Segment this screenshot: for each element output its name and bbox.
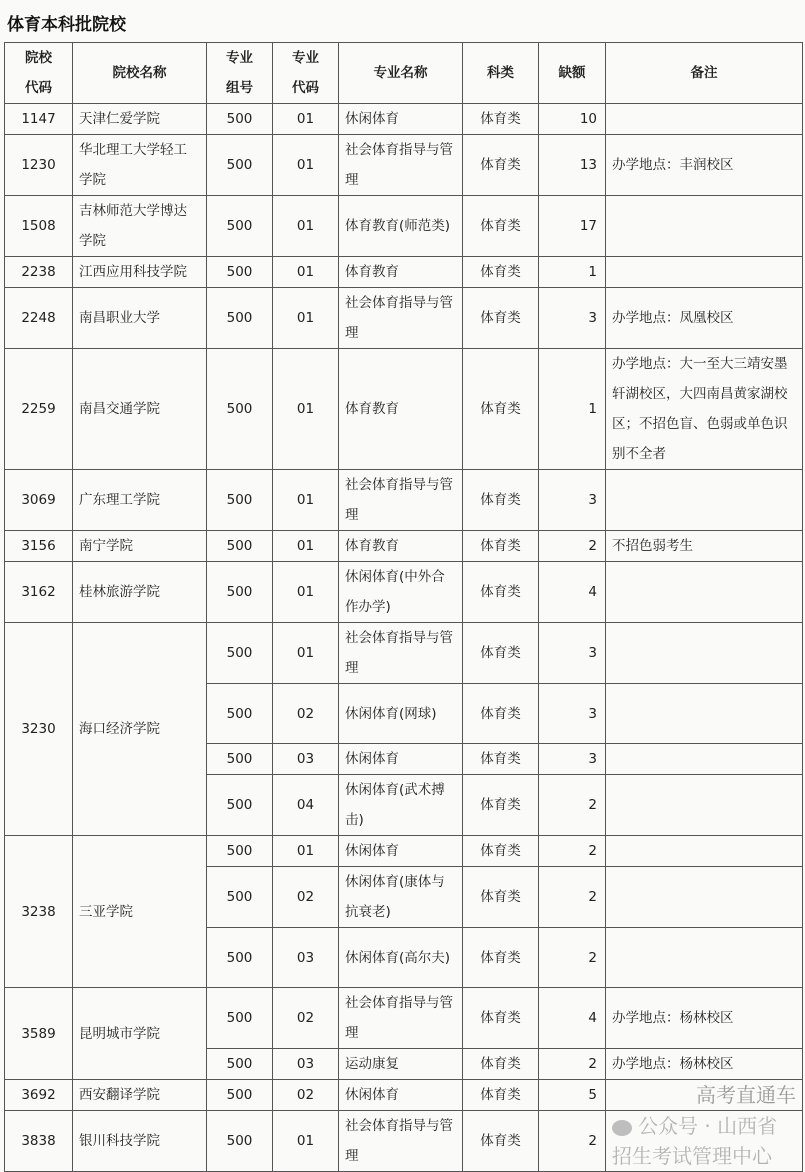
category: 体育类 [463, 775, 539, 836]
table-row [5, 196, 803, 257]
page-title: 体育本科批院校 [7, 15, 126, 35]
school-code: 3162 [5, 562, 73, 623]
major-code: 01 [273, 836, 339, 867]
vacancy: 2 [539, 1049, 606, 1080]
note [606, 257, 803, 288]
vacancy: 4 [539, 988, 606, 1049]
major-code: 02 [273, 1080, 339, 1111]
table-row [5, 562, 803, 623]
note: 办学地点：杨林校区 [606, 1049, 803, 1080]
note [606, 928, 803, 988]
group-number: 500 [207, 1049, 273, 1080]
school-name: 华北理工大学轻工学院 [73, 135, 207, 196]
vacancy: 2 [539, 775, 606, 836]
vacancy: 5 [539, 1080, 606, 1111]
major-name: 体育教育(师范类) [339, 196, 463, 257]
major-name: 休闲体育(高尔夫) [339, 928, 463, 988]
major-code: 01 [273, 135, 339, 196]
col-school-code-header: 院校代码 [5, 43, 73, 104]
note [606, 104, 803, 135]
major-code: 01 [273, 349, 339, 470]
vacancy: 3 [539, 470, 606, 531]
note [606, 684, 803, 744]
major-code: 01 [273, 531, 339, 562]
table-header-row [5, 43, 803, 104]
table-row [5, 135, 803, 196]
group-number: 500 [207, 684, 273, 744]
group-number: 500 [207, 135, 273, 196]
major-name: 社会体育指导与管理 [339, 1111, 463, 1172]
major-name: 运动康复 [339, 1049, 463, 1080]
category: 体育类 [463, 196, 539, 257]
note [606, 836, 803, 867]
note [606, 470, 803, 531]
watermark [612, 1111, 796, 1171]
col-major-name-header: 专业名称 [339, 43, 463, 104]
vacancy: 4 [539, 562, 606, 623]
school-code: 1508 [5, 196, 73, 257]
table-row [5, 288, 803, 349]
group-number: 500 [207, 744, 273, 775]
note: 办学地点：丰润校区 [606, 135, 803, 196]
school-name: 吉林师范大学博达学院 [73, 196, 207, 257]
school-code: 2248 [5, 288, 73, 349]
group-number: 500 [207, 1080, 273, 1111]
major-code: 01 [273, 104, 339, 135]
major-code: 04 [273, 775, 339, 836]
vacancy: 1 [539, 349, 606, 470]
group-number: 500 [207, 1111, 273, 1172]
major-name: 社会体育指导与管理 [339, 470, 463, 531]
category: 体育类 [463, 836, 539, 867]
group-number: 500 [207, 349, 273, 470]
school-code: 3238 [5, 836, 73, 988]
category: 体育类 [463, 531, 539, 562]
major-name: 社会体育指导与管理 [339, 288, 463, 349]
category: 体育类 [463, 988, 539, 1049]
group-number: 500 [207, 104, 273, 135]
note: 办学地点：大一至大三靖安墨轩湖校区，大四南昌黄家湖校区；不招色盲、色弱或单色识别不全者 [606, 349, 803, 470]
major-name: 体育教育 [339, 257, 463, 288]
note [606, 775, 803, 836]
category: 体育类 [463, 1080, 539, 1111]
group-number: 500 [207, 988, 273, 1049]
watermark-text: 公众号 · 山西省招生考试管理中心 [612, 1114, 778, 1168]
major-code: 01 [273, 1111, 339, 1172]
vacancy: 17 [539, 196, 606, 257]
vacancy: 3 [539, 744, 606, 775]
school-code: 3230 [5, 623, 73, 836]
table-row [5, 988, 803, 1049]
vacancy: 2 [539, 531, 606, 562]
note [606, 562, 803, 623]
school-name: 银川科技学院 [73, 1111, 207, 1172]
major-code: 01 [273, 470, 339, 531]
table-row [5, 104, 803, 135]
major-name: 体育教育 [339, 349, 463, 470]
table-row [5, 1080, 803, 1111]
major-code: 03 [273, 744, 339, 775]
school-code: 3589 [5, 988, 73, 1080]
major-code: 01 [273, 196, 339, 257]
school-code: 1230 [5, 135, 73, 196]
note [606, 1111, 803, 1172]
category: 体育类 [463, 288, 539, 349]
major-code: 01 [273, 257, 339, 288]
group-number: 500 [207, 928, 273, 988]
major-code: 02 [273, 684, 339, 744]
table-row [5, 349, 803, 470]
col-group-header: 专业组号 [207, 43, 273, 104]
category: 体育类 [463, 623, 539, 684]
school-name: 桂林旅游学院 [73, 562, 207, 623]
major-name: 休闲体育(武术搏击) [339, 775, 463, 836]
major-name: 体育教育 [339, 531, 463, 562]
vacancy: 3 [539, 623, 606, 684]
group-number: 500 [207, 867, 273, 928]
school-name: 南昌交通学院 [73, 349, 207, 470]
school-code: 3069 [5, 470, 73, 531]
major-name: 休闲体育(中外合作办学) [339, 562, 463, 623]
school-name: 南宁学院 [73, 531, 207, 562]
vacancy: 2 [539, 928, 606, 988]
category: 体育类 [463, 1111, 539, 1172]
major-name: 休闲体育 [339, 1080, 463, 1111]
school-name: 南昌职业大学 [73, 288, 207, 349]
vacancy: 2 [539, 867, 606, 928]
vacancy: 2 [539, 1111, 606, 1172]
group-number: 500 [207, 836, 273, 867]
note [606, 744, 803, 775]
note: 办学地点：凤凰校区 [606, 288, 803, 349]
major-name: 社会体育指导与管理 [339, 135, 463, 196]
note [606, 623, 803, 684]
wechat-icon [612, 1120, 632, 1136]
major-code: 02 [273, 867, 339, 928]
vacancy: 3 [539, 288, 606, 349]
major-name: 休闲体育 [339, 104, 463, 135]
vacancy: 13 [539, 135, 606, 196]
table-row [5, 623, 803, 684]
category: 体育类 [463, 744, 539, 775]
group-number: 500 [207, 470, 273, 531]
col-note-header: 备注 [606, 43, 803, 104]
note [606, 196, 803, 257]
school-name: 三亚学院 [73, 836, 207, 988]
category: 体育类 [463, 470, 539, 531]
major-name: 社会体育指导与管理 [339, 988, 463, 1049]
vacancy: 2 [539, 836, 606, 867]
group-number: 500 [207, 562, 273, 623]
major-code: 02 [273, 988, 339, 1049]
vacancy: 1 [539, 257, 606, 288]
vacancy: 3 [539, 684, 606, 744]
school-name: 昆明城市学院 [73, 988, 207, 1080]
watermark-secondary: 高考直通车 [696, 1083, 796, 1107]
school-name: 江西应用科技学院 [73, 257, 207, 288]
major-name: 社会体育指导与管理 [339, 623, 463, 684]
table-row [5, 836, 803, 867]
category: 体育类 [463, 349, 539, 470]
major-name: 休闲体育 [339, 836, 463, 867]
major-code: 01 [273, 623, 339, 684]
school-code: 1147 [5, 104, 73, 135]
table-row [5, 257, 803, 288]
group-number: 500 [207, 531, 273, 562]
category: 体育类 [463, 684, 539, 744]
school-name: 广东理工学院 [73, 470, 207, 531]
table-row [5, 470, 803, 531]
school-code: 2238 [5, 257, 73, 288]
category: 体育类 [463, 562, 539, 623]
school-code: 3692 [5, 1080, 73, 1111]
school-name: 海口经济学院 [73, 623, 207, 836]
school-code: 3156 [5, 531, 73, 562]
table-row [5, 531, 803, 562]
category: 体育类 [463, 104, 539, 135]
school-code: 3838 [5, 1111, 73, 1172]
category: 体育类 [463, 135, 539, 196]
category: 体育类 [463, 928, 539, 988]
table-row [5, 1111, 803, 1172]
group-number: 500 [207, 775, 273, 836]
category: 体育类 [463, 1049, 539, 1080]
note [606, 867, 803, 928]
col-vacancy-header: 缺额 [539, 43, 606, 104]
note [606, 1080, 803, 1111]
note: 办学地点：杨林校区 [606, 988, 803, 1049]
category: 体育类 [463, 867, 539, 928]
school-code: 2259 [5, 349, 73, 470]
major-name: 休闲体育(康体与抗衰老) [339, 867, 463, 928]
school-name: 天津仁爱学院 [73, 104, 207, 135]
group-number: 500 [207, 257, 273, 288]
col-category-header: 科类 [463, 43, 539, 104]
note: 不招色弱考生 [606, 531, 803, 562]
col-major-code-header: 专业代码 [273, 43, 339, 104]
vacancy: 10 [539, 104, 606, 135]
school-name: 西安翻译学院 [73, 1080, 207, 1111]
major-code: 03 [273, 1049, 339, 1080]
category: 体育类 [463, 257, 539, 288]
major-name: 休闲体育(网球) [339, 684, 463, 744]
group-number: 500 [207, 623, 273, 684]
major-code: 03 [273, 928, 339, 988]
major-code: 01 [273, 562, 339, 623]
admission-table [4, 42, 803, 1172]
group-number: 500 [207, 288, 273, 349]
group-number: 500 [207, 196, 273, 257]
col-school-name-header: 院校名称 [73, 43, 207, 104]
major-name: 休闲体育 [339, 744, 463, 775]
major-code: 01 [273, 288, 339, 349]
